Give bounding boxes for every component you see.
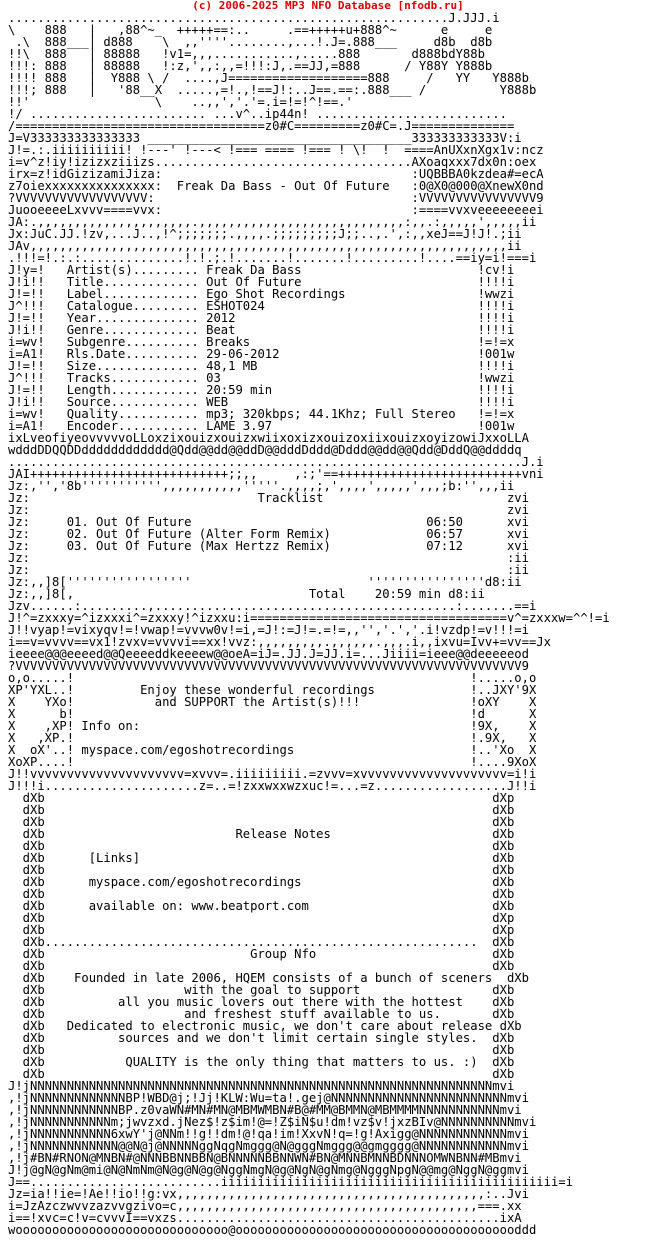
nfo-text: ............................................................J.JJJ.i \ 888 | ,88^~_ +++++==:.. .==+++++u+888^~ e e .\ 888___| d888 \ ,,''''........,...!.J=.888___ d8b d8b !!\ 888 | 88888 !v1=,,,...........,.....888 d888bdY88b !!!: 888 | 88888 !:z,',,:,,=!!!:J,.==JJ,=888 / Y88Y Y888b !!!! 888 | Y888 \ / ....,J===================888 / YY Y888b !!!; 888 | '88__X .....,=!.,!==J!:..J==.==:.888___ / Y888b !!' \ ..,,','.'=.i=!=!^!==.' !/ ........................ ...v^..ip44n! .......................... /==================================z0#C=========z0#C=.J============== J=V333333333333333 ____________________________________333333333333V:i J!=.:.iiiiiiiiii! !---' !---< !=== ==== !=== ! \! ! ====AnUXxnXgx1v:ncz i=v^z!iy!izizxziiizs...................................AXoaqxxx7dx0n:oex irx=z!idGizizamiJiza: :UQBBBA0kzdea#=ecA z7oiexxxxxxxxxxxxxxx: Freak Da Bass - Out Of Future :0@X0@000@XnewX0nd ?VVVVVVVVVVVVVVVVVV: :VVVVVVVVVVVVVVVV9 JuooeeeeLxvvv====vvx: :====vvxveeeeeeeei JA:.,,,,,,,,,,,,,,,,,,,,,.,,,,,,,,,,,,,,,,,,,,,,,,,,,,:,,.:,,,,,',,,,,ii Jx:JuC.JJ.!zv,...J..,!^;;;;;;;.,,,,.;;;;;;;;;J;;..,.',:,,xeJ==J!J!.;ii JAv,,,,,,,,,,,,,,,,,,,,,,,,,,,,,,,,,,,,,,,,,,,,,,,,,,,,,,,,,,,,,,,,,ii .!!!=!.:.:..............!.!.;.!.......!.......!.........!....==iy=i!===i J!y=! Artist(s)......... Freak Da Bass !cv!i J!i!! Title............. Out Of Future !!!!i J!=!! Label............. Ego Shot Recordings !wwzi J^!!! Catalogue......... ESHOT024 !!!!i J!=!! Year.............. 2012 !!!!i J!i!! Genre............. Beat !!!!i i=wv! Subgenre.......... Breaks !=!=x i=A1! Rls.Date.......... 29-06-2012 !001w J!=!! Size.............. 48,1 MB !!!!i J^!!! Tracks............ 03 !wwzi J!=!! Length............ 20:59 min !!!!i J!i!! Source............ WEB !!!!i i=wv! Quality........... mp3; 320kbps; 44.1Khz; Full Stereo !=!=x i=A1! Encoder........... LAME 3.97 !001w ixLveofiyeovvvvvoLLoxzixouizxouizxwiixoxizxouizoxiixouizxoyizowiJxxoLLA wdddDDQQDDdddddddddddd@Qdd@@dd@@ddD@@dddDddd@Dddd@@dd@@Qdd@DddQ@@ddddq ......................................................................J.i JAI+++++++++++++++++++++++++++;;,, ,:;'==+++++++++++++++++++++++++vni Jz:,'','8b''''''''''',,,,,,,,,,,'''''.,,,,;,',,,,',,,,,',,,;b:'',,,ii Jz: Tracklist zvi Jz: zvi Jz: 01. Out Of Future 06:50 xvi Jz: 02. Out Of Future (Alter Form Remix) 06:57 xvi Jz: 03. Out Of Future (Max Hertzz Remix) 07:12 xvi Jz: :ii Jz: :ii Jz:,,]8[''''''''''''''''' ''''''''''''''''d8:ii Jz:,,]8[, Total 20:59 min d8:ii Jzv......:.........,.........................................:.......==i J!^=zxxxy=^izxxxi^=zxxxy!^izxxu:i===================================v^=zxxxw=^^!=i J!!vyap!=vixyqv!=!vwap!=vvvw0v!=i,=J!:=J!=.=!=,,'','.','.i!vzdp!=v!!!=i i==v=vvvv==vx1!zvxv=vvvvi==xx!vvz:,,,,,,,,,.,,,,,,.,,,.i,,ixvu=Ivv+=vv==Jx ieeee@@@eeeed@@Qeeeeddkeeeew@@oeA=iJ=.JJ.J=JJ.i=...Jiiii=ieee@@deeeeeod ?VVVVVVVVVVVVVVVVVVVVVVVVVVVVVVVVVVVVVVVVVVVVVVVVVVVVVVVVVVVVVVVVVVVVV9 o,o.....! !.....o,o XP'YXL..! Enjoy these wonderful recordings !..JXY'9X X YXo! and SUPPORT the Artist(s)!!! !oXY X X b! !d X X ,XP! Info on: !9X, X X ,XP.! !.9X, X X oX'..! myspace.com/egoshotrecordings !..'Xo X XoXP....! !....9XoX J!!vvvvvvvvvvvvvvvvvvvvv=xvvv=.iiiiiiiii.=zvvv=xvvvvvvvvvvvvvvvvvvvv=i!i J!!!i.....................z=..=!zxxwxxwzxuc!=...=z..................J!!i dXb dXp dXb dXb dXb dXb dXb Release Notes dXb dXb dXb dXb [Links] dXb dXb dXb dXb myspace.com/egoshotrecordings dXb dXb dXb dXb available on: www.beatport.com dXb dXb dXp dXb dXp dXb........................................................... dXb dXb Group Nfo dXb dXb dXb dXb Founded in late 2006, HQEM consists of a bunch of sceners dXb dXb with the goal to support dXb dXb all you music lovers out there with the hottest dXb dXb and freshest stuff available to us. dXb dXb Dedicated to electronic music, we don't care about release dXb dXb sources and we don't limit certain single styles. dXb dXb dXb dXb QUALITY is the only thing that matters to us. :) dXb dXb dXb J!jNNNNNNNNNNNNNNNNNNNNNNNNNNNNNNNNNNNNNNNNNNNNNNNNNNNNNNNNNNNNNNNmvi ,!jNNNNNNNNNNNNNBP!WBD@j;!Jj!KLW:Wu=ta!.gej@NNNNNNNNNNNNNNNNNNNNNNNNmvi ,!jNNNNNNNNNNNNBP.z0vaWN#MN#MN@MBMWMBN#B@#MM@BMMN@MBMMMMNNNNNNNNNNNmvi ,!jNNNNNNNNNNNm;jwvzxd.jNez$!z$im!@=!Z$iN$u!dm!vz$v!jxzBIv@NNNNNNNNNNmvi ,!jNNNNNNNNNNN6xwY'j@NNm!!g!!dm!@!qa!im!XxvN!q=!g!Axigg@NNNNNNNNNNNNmvi ,!jNNNNNNNNNNNN@@N@j@NNNNNggNqgNmggg@N@gggNmggg@@gmgggg@NNNNNNNNNNNNmvi ,!j#BN#RNON@MNBN#@NNNBBNNBBN@BNNNNNBBNNWN#BN@MNNBMNNBDNNNOMWNBNN#MBmvi J!j@gN@gNm@mi@N@NmNm@N@g@N@g@NggNmgN@g@NgN@gNmg@NgggNpgN@@mg@NggN@ggmvi J==..........................iiiiiiiiiiiiiiiiiiiiiiiiiiiiiiiiiiiiiiiiiiiiii=i Jz=ia!!ie=!Ae!!io!!g:vx,,,,,,,,,,,,,,,,,,,,,,,,,,,,,,,,,,,,,,,,,,:..Jvi i=JzAzczwvvzazvvgzivo=c,,,,,,,,,,,,,,,,,,,,,,,,,,,,,,,,,,,,,,,,,===.xx i==!xvc=c!v=cvvvI==vxzs............................................ixA wooooooooooooooooooooooooooooo@ooooooooooooooooooooooooooooooooooooooddd xyxy=(8,11,610,1237)
page-header[interactable]: (c) 2006-2025 MP3 NFO Database [nfodb.ru] xyxy=(192,0,464,12)
